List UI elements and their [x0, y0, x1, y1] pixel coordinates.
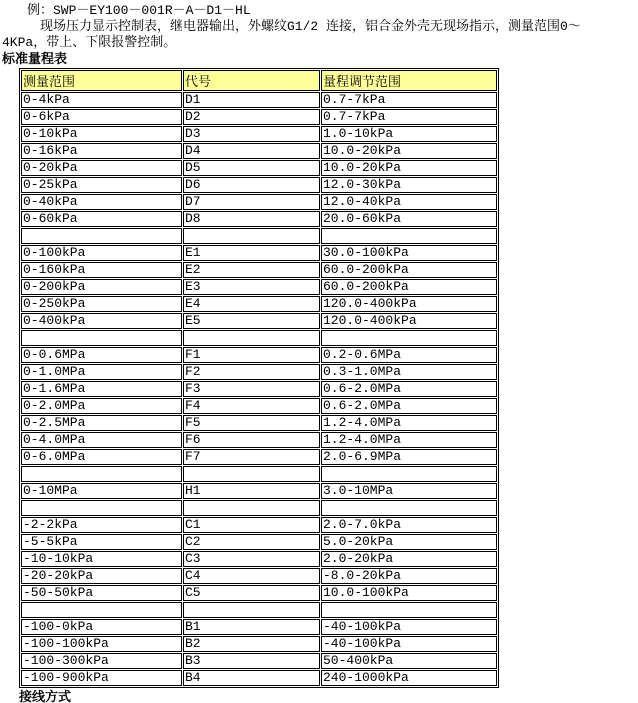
ordering-example-paragraph: [0, 0, 638, 51]
table-row: [21, 279, 497, 295]
cell-adjust-range: 3.0-10MPa: [321, 483, 497, 499]
cell-measure-range: 0-400kPa: [21, 313, 182, 329]
cell-code: F3: [183, 381, 320, 397]
cell-adjust-range: 1.0-10kPa: [321, 126, 497, 142]
table-row: [21, 398, 497, 414]
cell-measure-range: [21, 500, 182, 516]
cell-adjust-range: 20.0-60kPa: [321, 211, 497, 227]
table-row: [21, 653, 497, 669]
table-row: [21, 381, 497, 397]
table-row: [21, 92, 497, 108]
cell-adjust-range: 0.6-2.0MPa: [321, 381, 497, 397]
table-row: [21, 517, 497, 533]
cell-code: D7: [183, 194, 320, 210]
table-row: [21, 585, 497, 601]
cell-adjust-range: 30.0-100kPa: [321, 245, 497, 261]
cell-code: C3: [183, 551, 320, 567]
cell-code: C2: [183, 534, 320, 550]
cell-measure-range: -100-900kPa: [21, 670, 182, 686]
cell-adjust-range: 0.6-2.0MPa: [321, 398, 497, 414]
table-row-spacer: [21, 466, 497, 482]
table-header-row: [21, 70, 497, 91]
cell-measure-range: -100-100kPa: [21, 636, 182, 652]
cell-adjust-range: [321, 330, 497, 346]
table-row-spacer: [21, 602, 497, 618]
cell-code: E5: [183, 313, 320, 329]
cell-code: C5: [183, 585, 320, 601]
cell-adjust-range: 2.0-20kPa: [321, 551, 497, 567]
table-row: [21, 296, 497, 312]
cell-code: E1: [183, 245, 320, 261]
cell-code: D4: [183, 143, 320, 159]
cell-measure-range: 0-10MPa: [21, 483, 182, 499]
cell-adjust-range: -40-100kPa: [321, 636, 497, 652]
cell-code: B3: [183, 653, 320, 669]
standard-range-table-title: 标准量程表: [2, 52, 68, 67]
cell-measure-range: 0-0.6MPa: [21, 347, 182, 363]
table-row: [21, 262, 497, 278]
description-line-1: 现场压力显示控制表，继电器输出，外螺纹G1/2 连接，铝合金外壳无现场指示，测量范围0～: [40, 19, 581, 34]
cell-measure-range: -100-300kPa: [21, 653, 182, 669]
cell-adjust-range: [321, 500, 497, 516]
cell-adjust-range: -8.0-20kPa: [321, 568, 497, 584]
cell-measure-range: [21, 228, 182, 244]
cell-code: [183, 228, 320, 244]
cell-adjust-range: 10.0-100kPa: [321, 585, 497, 601]
cell-code: D8: [183, 211, 320, 227]
wiring-method-title: 接线方式: [19, 690, 72, 703]
cell-code: D2: [183, 109, 320, 125]
cell-code: C1: [183, 517, 320, 533]
standard-range-table: [19, 68, 499, 688]
table-row-spacer: [21, 500, 497, 516]
cell-measure-range: 0-6.0MPa: [21, 449, 182, 465]
description-line-2: 4KPa，带上、下限报警控制。: [2, 35, 177, 50]
cell-code: D3: [183, 126, 320, 142]
header-measure-range: 测量范围: [21, 70, 182, 91]
cell-measure-range: 0-6kPa: [21, 109, 182, 125]
cell-measure-range: 0-25kPa: [21, 177, 182, 193]
cell-measure-range: 0-60kPa: [21, 211, 182, 227]
cell-adjust-range: 12.0-30kPa: [321, 177, 497, 193]
cell-measure-range: 0-160kPa: [21, 262, 182, 278]
cell-adjust-range: 1.2-4.0MPa: [321, 432, 497, 448]
table-row: [21, 143, 497, 159]
cell-adjust-range: 0.2-0.6MPa: [321, 347, 497, 363]
table-row: [21, 364, 497, 380]
cell-measure-range: 0-10kPa: [21, 126, 182, 142]
cell-measure-range: -50-50kPa: [21, 585, 182, 601]
table-row: [21, 313, 497, 329]
table-row: [21, 483, 497, 499]
cell-adjust-range: 60.0-200kPa: [321, 262, 497, 278]
cell-adjust-range: 120.0-400kPa: [321, 296, 497, 312]
cell-measure-range: 0-40kPa: [21, 194, 182, 210]
cell-adjust-range: 2.0-7.0kPa: [321, 517, 497, 533]
table-row: [21, 109, 497, 125]
cell-adjust-range: 1.2-4.0MPa: [321, 415, 497, 431]
cell-code: E4: [183, 296, 320, 312]
table-row: [21, 245, 497, 261]
cell-code: F5: [183, 415, 320, 431]
cell-measure-range: 0-4kPa: [21, 92, 182, 108]
cell-code: B4: [183, 670, 320, 686]
cell-measure-range: 0-4.0MPa: [21, 432, 182, 448]
cell-measure-range: -10-10kPa: [21, 551, 182, 567]
cell-measure-range: 0-2.5MPa: [21, 415, 182, 431]
cell-adjust-range: 5.0-20kPa: [321, 534, 497, 550]
cell-adjust-range: 12.0-40kPa: [321, 194, 497, 210]
table-row: [21, 432, 497, 448]
cell-code: F2: [183, 364, 320, 380]
cell-adjust-range: 120.0-400kPa: [321, 313, 497, 329]
cell-code: [183, 330, 320, 346]
cell-code: [183, 602, 320, 618]
cell-measure-range: [21, 466, 182, 482]
table-row: [21, 415, 497, 431]
cell-adjust-range: [321, 466, 497, 482]
cell-measure-range: 0-16kPa: [21, 143, 182, 159]
table-row: [21, 126, 497, 142]
cell-measure-range: -100-0kPa: [21, 619, 182, 635]
cell-adjust-range: [321, 602, 497, 618]
cell-code: C4: [183, 568, 320, 584]
cell-code: B2: [183, 636, 320, 652]
header-code: 代号: [183, 70, 320, 91]
cell-code: F6: [183, 432, 320, 448]
cell-measure-range: 0-2.0MPa: [21, 398, 182, 414]
cell-adjust-range: 0.3-1.0MPa: [321, 364, 497, 380]
table-row: [21, 194, 497, 210]
table-row: [21, 177, 497, 193]
table-row: [21, 619, 497, 635]
cell-measure-range: 0-1.0MPa: [21, 364, 182, 380]
table-row: [21, 534, 497, 550]
cell-adjust-range: 10.0-20kPa: [321, 143, 497, 159]
cell-adjust-range: 50-400kPa: [321, 653, 497, 669]
cell-adjust-range: [321, 228, 497, 244]
cell-measure-range: -5-5kPa: [21, 534, 182, 550]
table-row: [21, 551, 497, 567]
table-row-spacer: [21, 330, 497, 346]
cell-code: D1: [183, 92, 320, 108]
cell-measure-range: 0-250kPa: [21, 296, 182, 312]
cell-adjust-range: 60.0-200kPa: [321, 279, 497, 295]
cell-adjust-range: -40-100kPa: [321, 619, 497, 635]
example-model-line: 例：SWP－EY100－001R－A－D1－HL: [27, 3, 251, 18]
cell-code: D5: [183, 160, 320, 176]
cell-measure-range: 0-200kPa: [21, 279, 182, 295]
table-row: [21, 449, 497, 465]
cell-measure-range: 0-20kPa: [21, 160, 182, 176]
cell-adjust-range: 10.0-20kPa: [321, 160, 497, 176]
cell-code: [183, 466, 320, 482]
cell-code: B1: [183, 619, 320, 635]
cell-code: F1: [183, 347, 320, 363]
cell-code: D6: [183, 177, 320, 193]
cell-code: F7: [183, 449, 320, 465]
cell-measure-range: -20-20kPa: [21, 568, 182, 584]
cell-measure-range: [21, 602, 182, 618]
cell-code: F4: [183, 398, 320, 414]
table-row: [21, 347, 497, 363]
cell-measure-range: [21, 330, 182, 346]
cell-adjust-range: 0.7-7kPa: [321, 109, 497, 125]
cell-code: [183, 500, 320, 516]
cell-code: E3: [183, 279, 320, 295]
table-row: [21, 568, 497, 584]
cell-adjust-range: 240-1000kPa: [321, 670, 497, 686]
table-row: [21, 211, 497, 227]
cell-code: H1: [183, 483, 320, 499]
cell-measure-range: 0-100kPa: [21, 245, 182, 261]
table-row: [21, 160, 497, 176]
cell-measure-range: 0-1.6MPa: [21, 381, 182, 397]
cell-adjust-range: 2.0-6.9MPa: [321, 449, 497, 465]
header-adjust-range: 量程调节范围: [321, 70, 497, 91]
table-row: [21, 670, 497, 686]
table-row: [21, 636, 497, 652]
table-row-spacer: [21, 228, 497, 244]
cell-adjust-range: 0.7-7kPa: [321, 92, 497, 108]
cell-measure-range: -2-2kPa: [21, 517, 182, 533]
cell-code: E2: [183, 262, 320, 278]
